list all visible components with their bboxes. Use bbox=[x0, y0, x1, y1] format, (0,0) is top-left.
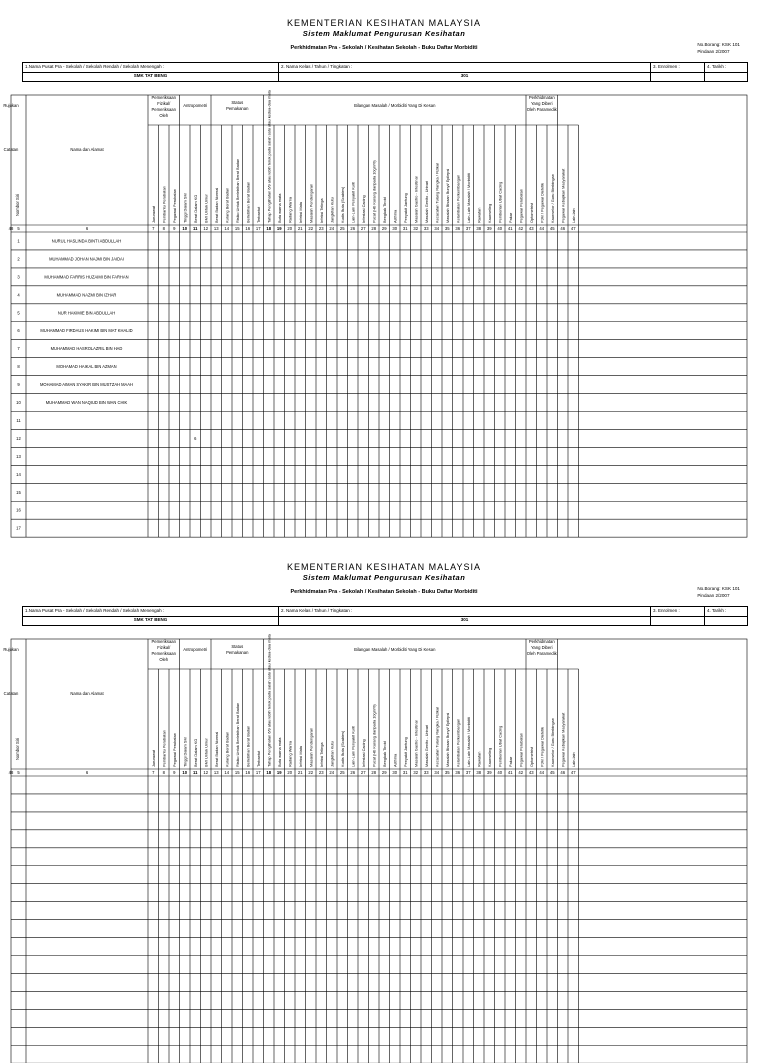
sub-column-header: BMI Untuk Umur bbox=[203, 738, 209, 767]
column-number-label: 43 bbox=[528, 770, 534, 775]
column-number-label: 23 bbox=[318, 226, 324, 231]
sub-column-header: Infestasi Cacing bbox=[360, 195, 366, 223]
column-number-label: 12 bbox=[203, 226, 209, 231]
column-number-label: 34 bbox=[434, 770, 440, 775]
column-number-label: 17 bbox=[255, 770, 261, 775]
column-number-label: 37 bbox=[465, 770, 471, 775]
column-number-label: 16 bbox=[245, 770, 251, 775]
school-name-label: 1.Nama Pusat Pra - Sekolah / Sekolah Rendah / Sekolah Menengah : bbox=[25, 608, 165, 613]
column-number-label: 15 bbox=[234, 770, 240, 775]
row-serial-number: 8 bbox=[17, 364, 20, 370]
column-number-label: 38 bbox=[476, 226, 482, 231]
sub-column-header: Radang Warna bbox=[287, 740, 293, 767]
sub-column-header: Masalah Pendengaran bbox=[308, 183, 314, 223]
system-title: Sistem Maklumat Pengurusan Kesihatan bbox=[302, 573, 466, 582]
column-number-label: 7 bbox=[152, 226, 155, 231]
group-nutrition-status-header: Status bbox=[231, 644, 244, 649]
sub-column-header: Optometrist bbox=[528, 202, 534, 223]
enrolment-field bbox=[651, 607, 705, 625]
group-examination-header: Fizikal/ bbox=[157, 101, 171, 106]
sub-column-header: Pembantu Perubatan bbox=[161, 730, 167, 767]
row-serial-number: 13 bbox=[16, 453, 21, 459]
sub-column-header: Rawatan bbox=[476, 207, 482, 223]
group-nutrition-status-header: Pemakanan bbox=[226, 106, 249, 111]
ministry-title: KEMENTERIAN KESIHATAN MALAYSIA bbox=[286, 562, 482, 572]
group-examination-header: Pemeriksaan bbox=[151, 651, 176, 656]
sub-column-header: Buta warna mata bbox=[276, 193, 282, 223]
sub-column-header: Infeksi Mata bbox=[297, 746, 303, 767]
sub-column-header: Kelambatan Perkembangan bbox=[455, 174, 461, 223]
column-number-label: 46 bbox=[560, 226, 566, 231]
column-number-label: 32 bbox=[413, 226, 419, 231]
sub-column-header: Pembantu Perubatan bbox=[161, 186, 167, 223]
sub-column-header: Kelambatan Perkembangan bbox=[455, 718, 461, 767]
column-number-label: 31 bbox=[402, 770, 408, 775]
sub-column-header: Kaunselor / Guru Bimbingan bbox=[549, 718, 555, 767]
sub-column-header: Pegawai Perubatan bbox=[518, 733, 524, 767]
sub-column-header: Lain-Lain Penyakit Kulit bbox=[350, 726, 356, 767]
group-morbidity-count-header: Bilangan Masalah / Morbiditi Yang Di Kesan bbox=[354, 647, 436, 652]
class-value: 301 bbox=[460, 617, 469, 622]
sub-column-header: Pucat (Hb Kurang daripada 10gm%) bbox=[371, 704, 377, 767]
column-number-label: 39 bbox=[486, 226, 492, 231]
sub-column-header: Kudis Buta (Scabies) bbox=[339, 730, 345, 767]
sub-column-header: Asthma bbox=[392, 753, 398, 767]
sub-column-header: Terbantut bbox=[255, 750, 261, 767]
sub-column-header: Infeksi Telinga bbox=[318, 742, 324, 767]
sub-column-header: Kecacatan Tulang Rangka / Fizikal bbox=[434, 707, 440, 767]
sub-column-header: Infeksi Telinga bbox=[318, 198, 324, 223]
row-serial-number: 5 bbox=[17, 310, 20, 316]
column-number-label: 19 bbox=[276, 770, 282, 775]
sub-column-header: Optometrist bbox=[528, 746, 534, 767]
col-serial-header: Nombor Siri bbox=[15, 737, 20, 761]
sub-column-header: Lain-lain bbox=[570, 752, 576, 767]
sub-column-header: Lain-Lain Masalah / Morbiditi bbox=[465, 717, 471, 767]
ministry-title: KEMENTERIAN KESIHATAN MALAYSIA bbox=[286, 18, 482, 28]
column-number-label: 48 bbox=[8, 226, 14, 231]
sub-column-header: Risiko Untuk Berlebihan Berat Badan bbox=[234, 702, 240, 767]
column-number-label: 12 bbox=[203, 770, 209, 775]
column-number-label: 45 bbox=[549, 770, 555, 775]
sub-column-header: Lain-Lain Penyakit Kulit bbox=[350, 182, 356, 223]
column-number-label: 36 bbox=[455, 770, 461, 775]
column-number-label: 22 bbox=[308, 226, 314, 231]
column-number-label: 31 bbox=[402, 226, 408, 231]
column-number-label: 6 bbox=[85, 770, 89, 775]
cell-mark: 6 bbox=[194, 435, 197, 441]
column-number-label: 38 bbox=[476, 770, 482, 775]
row-serial-number: 14 bbox=[16, 471, 21, 477]
sub-column-header: Kaunseling bbox=[486, 747, 492, 767]
column-number-label: 41 bbox=[507, 226, 513, 231]
column-number-label: 40 bbox=[497, 226, 503, 231]
sub-column-header: Infestasi Cacing bbox=[360, 739, 366, 767]
row-serial-number: 17 bbox=[16, 525, 21, 531]
student-name: MUHAMMAD JOHAN NAJMI BIN JAIDAI bbox=[49, 256, 124, 262]
column-number-label: 5 bbox=[17, 770, 20, 775]
column-number-label: 37 bbox=[465, 226, 471, 231]
col-name-header: Nama dan Alamat bbox=[70, 147, 104, 152]
column-number-label: 41 bbox=[507, 770, 513, 775]
column-number-label: 21 bbox=[297, 226, 303, 231]
register-grid bbox=[3, 634, 748, 1058]
sub-column-header: Berat Dalam KG bbox=[192, 194, 198, 223]
class-field bbox=[279, 63, 651, 81]
enrolment-label: 3. Enrolmen : bbox=[653, 608, 680, 613]
column-number-label: 14 bbox=[224, 226, 230, 231]
col-serial-header: Nombor Siri bbox=[15, 193, 20, 217]
sub-column-header: Penyakit Jantung bbox=[402, 193, 408, 223]
date-field bbox=[705, 607, 747, 625]
group-examination-header: Oleh bbox=[159, 113, 169, 118]
sub-column-header: Tahap Penglihatan 6/9 atau lebih teruk pada salah satu atau kedua-dua mata bbox=[266, 90, 272, 223]
sub-column-header: Kurang Berat Badan bbox=[224, 187, 230, 223]
column-number-label: 44 bbox=[539, 226, 545, 231]
column-number-label: 11 bbox=[193, 226, 198, 231]
column-number-label: 25 bbox=[339, 770, 345, 775]
sub-column-header: Berat Dalam KG bbox=[192, 738, 198, 767]
sub-column-header: Bengkak Tiroid bbox=[381, 197, 387, 223]
student-name: MOHAMAD HAIKAL BIN AZMAN bbox=[56, 364, 117, 370]
column-number-label: 45 bbox=[549, 226, 555, 231]
morbidity-register-page bbox=[0, 18, 768, 531]
column-number-label: 16 bbox=[245, 226, 251, 231]
sub-column-header: Buta warna mata bbox=[276, 737, 282, 767]
column-number-label: 35 bbox=[444, 226, 450, 231]
group-paramedic-service-header: Perkhidmatan bbox=[528, 95, 555, 100]
student-name: MOHAMAD AIMAN SYAKIR BIN MUSTZAH MAAH bbox=[40, 382, 133, 388]
info-header bbox=[22, 62, 748, 82]
sub-column-header: Pegawai Perubatan bbox=[171, 189, 177, 223]
column-number-label: 36 bbox=[455, 226, 461, 231]
date-label: 4. Tarikh : bbox=[707, 64, 727, 69]
column-number-label: 8 bbox=[162, 226, 165, 231]
column-number-label: 47 bbox=[570, 226, 576, 231]
column-number-label: 33 bbox=[423, 770, 429, 775]
service-title: Perkhidmatan Pra - Sekolah / Kesihatan Sekolah - Buku Daftar Morbiditi bbox=[290, 45, 478, 51]
column-number-label: 42 bbox=[518, 770, 524, 775]
sub-column-header: Risiko Untuk Berlebihan Berat Badan bbox=[234, 158, 240, 223]
column-number-label: 24 bbox=[329, 770, 335, 775]
column-number-label: 34 bbox=[434, 226, 440, 231]
morbidity-register-page bbox=[0, 562, 768, 1057]
column-number-label: 28 bbox=[371, 770, 377, 775]
sub-column-header: Berat Badan Normal bbox=[213, 187, 219, 223]
sub-column-header: Masalah Gastro - Intestinal bbox=[413, 720, 419, 767]
column-number-label: 23 bbox=[318, 770, 324, 775]
row-serial-number: 3 bbox=[17, 274, 20, 280]
column-number-label: 32 bbox=[413, 770, 419, 775]
student-name: MUHAMMAD FARRIS HUZAIMI BIN FARHAN bbox=[44, 274, 129, 280]
school-name-field bbox=[23, 63, 279, 81]
group-examination-header: Pemeriksaan bbox=[151, 107, 176, 112]
col-notes-header: Catatan bbox=[3, 147, 19, 152]
student-name: MUHAMMAD FIRDAUS HAKIMI BIN MAT KHALID bbox=[40, 328, 133, 334]
column-number-label: 6 bbox=[85, 226, 89, 231]
group-paramedic-service-header: Oleh Paramedik bbox=[526, 107, 557, 112]
sub-column-header: PJM / Pegawai Dietetik bbox=[539, 726, 545, 767]
sub-column-header: Pakar bbox=[507, 756, 513, 767]
sub-column-header: Kaunselor / Guru Bimbingan bbox=[549, 174, 555, 223]
column-number-label: 40 bbox=[497, 770, 503, 775]
sub-column-header: Tahap Penglihatan 6/9 atau lebih teruk pada salah satu atau kedua-dua mata bbox=[266, 634, 272, 767]
revision-text: Pindaan 2/2007 bbox=[697, 49, 730, 54]
column-number-label: 18 bbox=[266, 226, 272, 231]
column-number-label: 10 bbox=[182, 770, 188, 775]
group-nutrition-status-header: Pemakanan bbox=[226, 650, 249, 655]
sub-column-header: Asthma bbox=[392, 209, 398, 223]
sub-column-header: Masalah Bisaan Bunyi/ Epilepsi bbox=[444, 168, 450, 223]
column-number-label: 29 bbox=[381, 770, 387, 775]
column-number-label: 9 bbox=[173, 226, 176, 231]
group-examination-header: Fizikal/ bbox=[157, 645, 171, 650]
column-number-label: 30 bbox=[392, 226, 398, 231]
sub-column-header: Pegawai Perubatan bbox=[171, 733, 177, 767]
sub-column-header: Bengkak Tiroid bbox=[381, 741, 387, 767]
student-name: NUR HAKIMIE BIN ABDULLAH bbox=[57, 310, 116, 316]
student-name: MUHAMMAD WAN NAQIUD BIN WAN CHIK bbox=[45, 400, 128, 406]
group-paramedic-service-header: Yang Diberi bbox=[530, 101, 553, 106]
sub-column-header: BMI Untuk Umur bbox=[203, 194, 209, 223]
sub-column-header: PJM / Pegawai Dietetik bbox=[539, 182, 545, 223]
sub-column-header: Radang Warna bbox=[287, 196, 293, 223]
row-serial-number: 4 bbox=[17, 292, 20, 298]
column-number-label: 35 bbox=[444, 770, 450, 775]
sub-column-header: Pemberian Ubat Cacing bbox=[497, 181, 503, 223]
col-name-header: Nama dan Alamat bbox=[70, 691, 104, 696]
sub-column-header: Terbantut bbox=[255, 206, 261, 223]
column-number-label: 27 bbox=[360, 770, 366, 775]
form-number-text: No.Borang: KSK 101 bbox=[697, 42, 740, 47]
column-number-label: 33 bbox=[423, 226, 429, 231]
group-anthropometry-header: Antropometri bbox=[183, 647, 208, 652]
column-number-label: 13 bbox=[213, 226, 219, 231]
system-title: Sistem Maklumat Pengurusan Kesihatan bbox=[302, 29, 466, 38]
student-name: MUHAMMAD NAZMI BIN IZHAR bbox=[56, 292, 117, 298]
revision-text: Pindaan 2/2007 bbox=[697, 593, 730, 598]
sub-column-header: Berlebihan Berat Badan bbox=[245, 181, 251, 223]
column-number-label: 18 bbox=[266, 770, 272, 775]
sub-column-header: Lain-Lain Masalah / Morbiditi bbox=[465, 173, 471, 223]
column-number-label: 21 bbox=[297, 770, 303, 775]
form-number bbox=[697, 41, 740, 55]
group-paramedic-service-header: Oleh Paramedik bbox=[526, 651, 557, 656]
column-number-label: 5 bbox=[17, 226, 20, 231]
sub-column-header: Penyakit Jantung bbox=[402, 737, 408, 767]
column-number-label: 26 bbox=[350, 770, 356, 775]
column-number-label: 44 bbox=[539, 770, 545, 775]
sub-column-header: Tinggi Dalam SM bbox=[182, 737, 188, 767]
sub-column-header: Pucat (Hb Kurang daripada 10gm%) bbox=[371, 160, 377, 223]
column-number-label: 30 bbox=[392, 770, 398, 775]
column-number-label: 42 bbox=[518, 226, 524, 231]
class-label: 2. Nama Kelas / Tahun / Tingkatan : bbox=[281, 64, 353, 69]
sub-column-header: Tinggi Dalam SM bbox=[182, 193, 188, 223]
col-notes-header: Catatan bbox=[3, 691, 19, 696]
service-title: Perkhidmatan Pra - Sekolah / Kesihatan Sekolah - Buku Daftar Morbiditi bbox=[290, 589, 478, 595]
row-serial-number: 7 bbox=[17, 346, 20, 352]
row-serial-number: 16 bbox=[16, 507, 21, 513]
sub-column-header: Infeksi Mata bbox=[297, 202, 303, 223]
group-nutrition-status-header: Status bbox=[231, 100, 244, 105]
row-serial-number: 10 bbox=[16, 400, 21, 406]
column-number-label: 39 bbox=[486, 770, 492, 775]
class-value: 301 bbox=[460, 73, 469, 78]
sub-column-header: Masalah Pendengaran bbox=[308, 727, 314, 767]
column-number-label: 13 bbox=[213, 770, 219, 775]
sub-column-header: Pakar bbox=[507, 212, 513, 223]
class-field bbox=[279, 607, 651, 625]
column-number-label: 43 bbox=[528, 226, 534, 231]
row-serial-number: 12 bbox=[16, 435, 21, 441]
sub-column-header: Lain-lain bbox=[570, 208, 576, 223]
student-name: MUHAMMAD HASROLAZRIL BIN HAD bbox=[50, 346, 123, 352]
form-number bbox=[697, 585, 740, 599]
column-number-label: 26 bbox=[350, 226, 356, 231]
school-name-value: SMK TAT BENG bbox=[133, 617, 168, 622]
register-grid bbox=[3, 90, 748, 531]
column-number-label: 47 bbox=[570, 770, 576, 775]
column-number-label: 15 bbox=[234, 226, 240, 231]
group-examination-header: Pemeriksaan bbox=[151, 639, 176, 644]
column-number-label: 11 bbox=[193, 770, 198, 775]
morbidity-table bbox=[3, 634, 748, 1063]
column-number-label: 27 bbox=[360, 226, 366, 231]
sub-column-header: Kaunseling bbox=[486, 203, 492, 223]
sub-column-header: Jangkitan Kutu bbox=[329, 197, 335, 223]
column-number-label: 24 bbox=[329, 226, 335, 231]
sub-column-header: Rawatan bbox=[476, 751, 482, 767]
sub-column-header: Berat Badan Normal bbox=[213, 731, 219, 767]
morbidity-table bbox=[3, 90, 748, 531]
column-number-label: 7 bbox=[152, 770, 155, 775]
sub-column-header: Masalah Genito - Urinari bbox=[423, 724, 429, 767]
column-number-label: 28 bbox=[371, 226, 377, 231]
column-number-label: 10 bbox=[182, 226, 188, 231]
form-number-text: No.Borang: KSK 101 bbox=[697, 586, 740, 591]
enrolment-label: 3. Enrolmen : bbox=[653, 64, 680, 69]
group-examination-header: Pemeriksaan bbox=[151, 95, 176, 100]
column-number-label: 14 bbox=[224, 770, 230, 775]
column-number-label: 9 bbox=[173, 770, 176, 775]
date-field bbox=[705, 63, 747, 81]
school-name-label: 1.Nama Pusat Pra - Sekolah / Sekolah Rendah / Sekolah Menengah : bbox=[25, 64, 165, 69]
date-label: 4. Tarikh : bbox=[707, 608, 727, 613]
sub-column-header: Pegawai Perubatan bbox=[518, 189, 524, 223]
group-referral-header: Rujukan bbox=[3, 103, 19, 108]
enrolment-field bbox=[651, 63, 705, 81]
column-number-label: 17 bbox=[255, 226, 261, 231]
sub-column-header: Kecacatan Tulang Rangka / Fizikal bbox=[434, 163, 440, 223]
column-number-label: 46 bbox=[560, 770, 566, 775]
row-serial-number: 6 bbox=[17, 328, 20, 334]
column-number-label: 48 bbox=[8, 770, 14, 775]
sub-column-header: Kudis Buta (Scabies) bbox=[339, 186, 345, 223]
group-paramedic-service-header: Yang Diberi bbox=[530, 645, 553, 650]
column-number-label: 8 bbox=[162, 770, 165, 775]
group-anthropometry-header: Antropometri bbox=[183, 103, 208, 108]
column-number-label: 20 bbox=[287, 226, 293, 231]
row-serial-number: 1 bbox=[17, 238, 20, 244]
group-paramedic-service-header: Perkhidmatan bbox=[528, 639, 555, 644]
sub-column-header: Masalah Genito - Urinari bbox=[423, 180, 429, 223]
sub-column-header: Masalah Gastro - Intestinal bbox=[413, 176, 419, 223]
column-number-label: 19 bbox=[276, 226, 282, 231]
sub-column-header: Pegawai Kebajikan Masyarakat bbox=[560, 712, 566, 767]
column-number-label: 20 bbox=[287, 770, 293, 775]
group-referral-header: Rujukan bbox=[3, 647, 19, 652]
row-serial-number: 11 bbox=[16, 417, 21, 423]
group-morbidity-count-header: Bilangan Masalah / Morbiditi Yang Di Kesan bbox=[354, 103, 436, 108]
school-name-field bbox=[23, 607, 279, 625]
info-header bbox=[22, 606, 748, 626]
class-label: 2. Nama Kelas / Tahun / Tingkatan : bbox=[281, 608, 353, 613]
row-serial-number: 15 bbox=[16, 489, 21, 495]
sub-column-header: Berlebihan Berat Badan bbox=[245, 725, 251, 767]
column-number-label: 29 bbox=[381, 226, 387, 231]
column-number-label: 22 bbox=[308, 770, 314, 775]
sub-column-header: Jangkitan Kutu bbox=[329, 741, 335, 767]
school-name-value: SMK TAT BENG bbox=[133, 73, 168, 78]
group-examination-header: Oleh bbox=[159, 657, 169, 662]
row-serial-number: 2 bbox=[17, 256, 20, 262]
sub-column-header: Pegawai Kebajikan Masyarakat bbox=[560, 168, 566, 223]
sub-column-header: Jururawat bbox=[150, 749, 156, 767]
row-serial-number: 9 bbox=[17, 382, 20, 388]
sub-column-header: Pemberian Ubat Cacing bbox=[497, 725, 503, 767]
column-number-label: 25 bbox=[339, 226, 345, 231]
sub-column-header: Jururawat bbox=[150, 205, 156, 223]
student-name: NURUL HASLINDA BINTI ABDULLAH bbox=[51, 238, 122, 244]
sub-column-header: Masalah Bisaan Bunyi/ Epilepsi bbox=[444, 712, 450, 767]
sub-column-header: Kurang Berat Badan bbox=[224, 731, 230, 767]
